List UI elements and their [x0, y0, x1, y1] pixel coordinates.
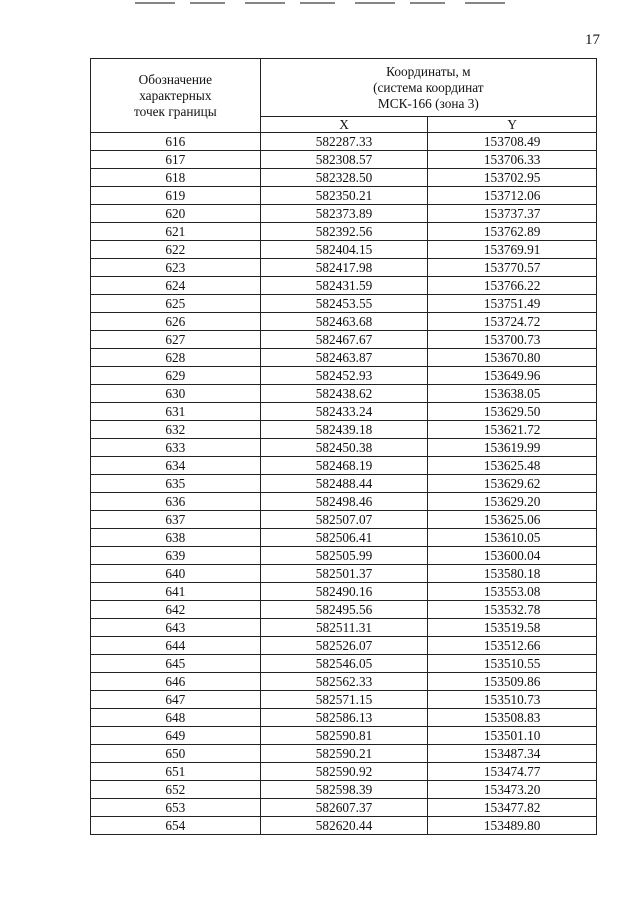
y-coordinate-cell: 153510.73 [428, 691, 597, 709]
y-coordinate-cell: 153770.57 [428, 259, 597, 277]
table-row [91, 277, 597, 295]
x-coordinate-cell: 582350.21 [260, 187, 428, 205]
table-row [91, 637, 597, 655]
y-coordinate-cell: 153489.80 [428, 817, 597, 835]
y-coordinate-cell: 153769.91 [428, 241, 597, 259]
point-id-cell: 647 [91, 691, 261, 709]
point-id-cell: 650 [91, 745, 261, 763]
y-coordinate-cell: 153619.99 [428, 439, 597, 457]
x-coordinate-cell: 582431.59 [260, 277, 428, 295]
table-row [91, 259, 597, 277]
x-coordinate-cell: 582404.15 [260, 241, 428, 259]
point-id-cell: 621 [91, 223, 261, 241]
table-row [91, 619, 597, 637]
table-row [91, 421, 597, 439]
x-coordinate-cell: 582453.55 [260, 295, 428, 313]
table-row [91, 709, 597, 727]
table-row [91, 601, 597, 619]
top-scan-rule [135, 2, 515, 4]
point-id-cell: 618 [91, 169, 261, 187]
y-coordinate-cell: 153519.58 [428, 619, 597, 637]
x-coordinate-cell: 582498.46 [260, 493, 428, 511]
table-row [91, 727, 597, 745]
x-coordinate-cell: 582546.05 [260, 655, 428, 673]
page-number: 17 [585, 32, 600, 48]
y-coordinate-cell: 153670.80 [428, 349, 597, 367]
point-id-cell: 637 [91, 511, 261, 529]
point-id-cell: 639 [91, 547, 261, 565]
x-coordinate-cell: 582417.98 [260, 259, 428, 277]
point-id-cell: 635 [91, 475, 261, 493]
y-coordinate-cell: 153629.62 [428, 475, 597, 493]
table-row [91, 529, 597, 547]
table-row [91, 655, 597, 673]
point-id-cell: 624 [91, 277, 261, 295]
point-id-cell: 616 [91, 133, 261, 151]
point-id-cell: 625 [91, 295, 261, 313]
y-coordinate-cell: 153724.72 [428, 313, 597, 331]
y-coordinate-cell: 153737.37 [428, 205, 597, 223]
point-id-cell: 627 [91, 331, 261, 349]
y-coordinate-cell: 153510.55 [428, 655, 597, 673]
table-body [91, 133, 597, 835]
table-row [91, 349, 597, 367]
header-coordinates-line: (система координат [373, 79, 484, 95]
x-coordinate-cell: 582562.33 [260, 673, 428, 691]
table-row [91, 241, 597, 259]
x-coordinate-cell: 582506.41 [260, 529, 428, 547]
table-row [91, 439, 597, 457]
y-coordinate-cell: 153610.05 [428, 529, 597, 547]
point-id-cell: 631 [91, 403, 261, 421]
point-id-cell: 654 [91, 817, 261, 835]
x-coordinate-cell: 582373.89 [260, 205, 428, 223]
x-coordinate-cell: 582463.87 [260, 349, 428, 367]
y-coordinate-cell: 153629.20 [428, 493, 597, 511]
x-coordinate-cell: 582452.93 [260, 367, 428, 385]
x-coordinate-cell: 582308.57 [260, 151, 428, 169]
y-coordinate-cell: 153508.83 [428, 709, 597, 727]
table-row [91, 583, 597, 601]
y-coordinate-cell: 153509.86 [428, 673, 597, 691]
table-row [91, 457, 597, 475]
y-coordinate-cell: 153700.73 [428, 331, 597, 349]
x-coordinate-cell: 582571.15 [260, 691, 428, 709]
y-coordinate-cell: 153708.49 [428, 133, 597, 151]
y-coordinate-cell: 153532.78 [428, 601, 597, 619]
point-id-cell: 649 [91, 727, 261, 745]
point-id-cell: 640 [91, 565, 261, 583]
y-coordinate-cell: 153473.20 [428, 781, 597, 799]
point-id-cell: 626 [91, 313, 261, 331]
table-row [91, 565, 597, 583]
header-coordinates-line: Координаты, м [386, 63, 471, 79]
point-id-cell: 653 [91, 799, 261, 817]
y-coordinate-cell: 153580.18 [428, 565, 597, 583]
table-row [91, 781, 597, 799]
y-coordinate-cell: 153621.72 [428, 421, 597, 439]
table-row [91, 295, 597, 313]
x-coordinate-cell: 582590.21 [260, 745, 428, 763]
table-row [91, 367, 597, 385]
point-id-cell: 622 [91, 241, 261, 259]
table-row [91, 817, 597, 835]
y-coordinate-cell: 153702.95 [428, 169, 597, 187]
header-point-designation-line: Обозначение [138, 71, 213, 87]
y-coordinate-cell: 153501.10 [428, 727, 597, 745]
y-coordinate-cell: 153553.08 [428, 583, 597, 601]
y-coordinate-cell: 153766.22 [428, 277, 597, 295]
point-id-cell: 652 [91, 781, 261, 799]
point-id-cell: 638 [91, 529, 261, 547]
header-point-designation [91, 59, 261, 133]
x-coordinate-cell: 582526.07 [260, 637, 428, 655]
x-coordinate-cell: 582620.44 [260, 817, 428, 835]
point-id-cell: 642 [91, 601, 261, 619]
x-coordinate-cell: 582438.62 [260, 385, 428, 403]
x-coordinate-cell: 582488.44 [260, 475, 428, 493]
x-coordinate-cell: 582287.33 [260, 133, 428, 151]
table-row [91, 673, 597, 691]
table-row [91, 763, 597, 781]
point-id-cell: 628 [91, 349, 261, 367]
point-id-cell: 634 [91, 457, 261, 475]
x-coordinate-cell: 582586.13 [260, 709, 428, 727]
table-row [91, 133, 597, 151]
point-id-cell: 646 [91, 673, 261, 691]
point-id-cell: 623 [91, 259, 261, 277]
x-coordinate-cell: 582590.81 [260, 727, 428, 745]
point-id-cell: 645 [91, 655, 261, 673]
point-id-cell: 644 [91, 637, 261, 655]
x-coordinate-cell: 582590.92 [260, 763, 428, 781]
point-id-cell: 629 [91, 367, 261, 385]
x-coordinate-cell: 582450.38 [260, 439, 428, 457]
x-coordinate-cell: 582490.16 [260, 583, 428, 601]
y-coordinate-cell: 153487.34 [428, 745, 597, 763]
table-row [91, 745, 597, 763]
y-coordinate-cell: 153649.96 [428, 367, 597, 385]
y-coordinate-cell: 153712.06 [428, 187, 597, 205]
point-id-cell: 630 [91, 385, 261, 403]
header-point-designation-line: характерных [139, 87, 212, 103]
table-row [91, 205, 597, 223]
table-row [91, 313, 597, 331]
x-coordinate-cell: 582468.19 [260, 457, 428, 475]
point-id-cell: 617 [91, 151, 261, 169]
y-coordinate-cell: 153600.04 [428, 547, 597, 565]
y-coordinate-cell: 153474.77 [428, 763, 597, 781]
table-row [91, 331, 597, 349]
y-coordinate-cell: 153512.66 [428, 637, 597, 655]
table-row [91, 511, 597, 529]
table-row [91, 223, 597, 241]
y-coordinate-cell: 153706.33 [428, 151, 597, 169]
y-coordinate-cell: 153751.49 [428, 295, 597, 313]
y-coordinate-cell: 153629.50 [428, 403, 597, 421]
y-coordinate-cell: 153625.48 [428, 457, 597, 475]
table-row [91, 385, 597, 403]
header-coordinates-line: МСК-166 (зона 3) [377, 95, 479, 111]
point-id-cell: 651 [91, 763, 261, 781]
header-coordinates [260, 59, 596, 117]
x-coordinate-cell: 582607.37 [260, 799, 428, 817]
x-coordinate-cell: 582392.56 [260, 223, 428, 241]
x-coordinate-cell: 582328.50 [260, 169, 428, 187]
point-id-cell: 632 [91, 421, 261, 439]
x-coordinate-cell: 582598.39 [260, 781, 428, 799]
x-coordinate-cell: 582501.37 [260, 565, 428, 583]
x-coordinate-cell: 582511.31 [260, 619, 428, 637]
x-coordinate-cell: 582439.18 [260, 421, 428, 439]
y-coordinate-cell: 153477.82 [428, 799, 597, 817]
point-id-cell: 636 [91, 493, 261, 511]
y-coordinate-cell: 153625.06 [428, 511, 597, 529]
point-id-cell: 641 [91, 583, 261, 601]
y-coordinate-cell: 153762.89 [428, 223, 597, 241]
table-row [91, 187, 597, 205]
point-id-cell: 620 [91, 205, 261, 223]
table-row [91, 169, 597, 187]
point-id-cell: 643 [91, 619, 261, 637]
table-row [91, 691, 597, 709]
x-coordinate-cell: 582467.67 [260, 331, 428, 349]
table-row [91, 403, 597, 421]
x-coordinate-cell: 582495.56 [260, 601, 428, 619]
x-coordinate-cell: 582507.07 [260, 511, 428, 529]
x-coordinate-cell: 582463.68 [260, 313, 428, 331]
x-coordinate-cell: 582505.99 [260, 547, 428, 565]
header-point-designation-line: точек границы [134, 103, 217, 119]
coordinates-table [90, 58, 597, 835]
point-id-cell: 648 [91, 709, 261, 727]
header-x: X [260, 117, 428, 133]
table-row [91, 151, 597, 169]
point-id-cell: 619 [91, 187, 261, 205]
point-id-cell: 633 [91, 439, 261, 457]
header-y: Y [428, 117, 597, 133]
table-row [91, 799, 597, 817]
x-coordinate-cell: 582433.24 [260, 403, 428, 421]
table-row [91, 475, 597, 493]
y-coordinate-cell: 153638.05 [428, 385, 597, 403]
table-row [91, 547, 597, 565]
table-row [91, 493, 597, 511]
